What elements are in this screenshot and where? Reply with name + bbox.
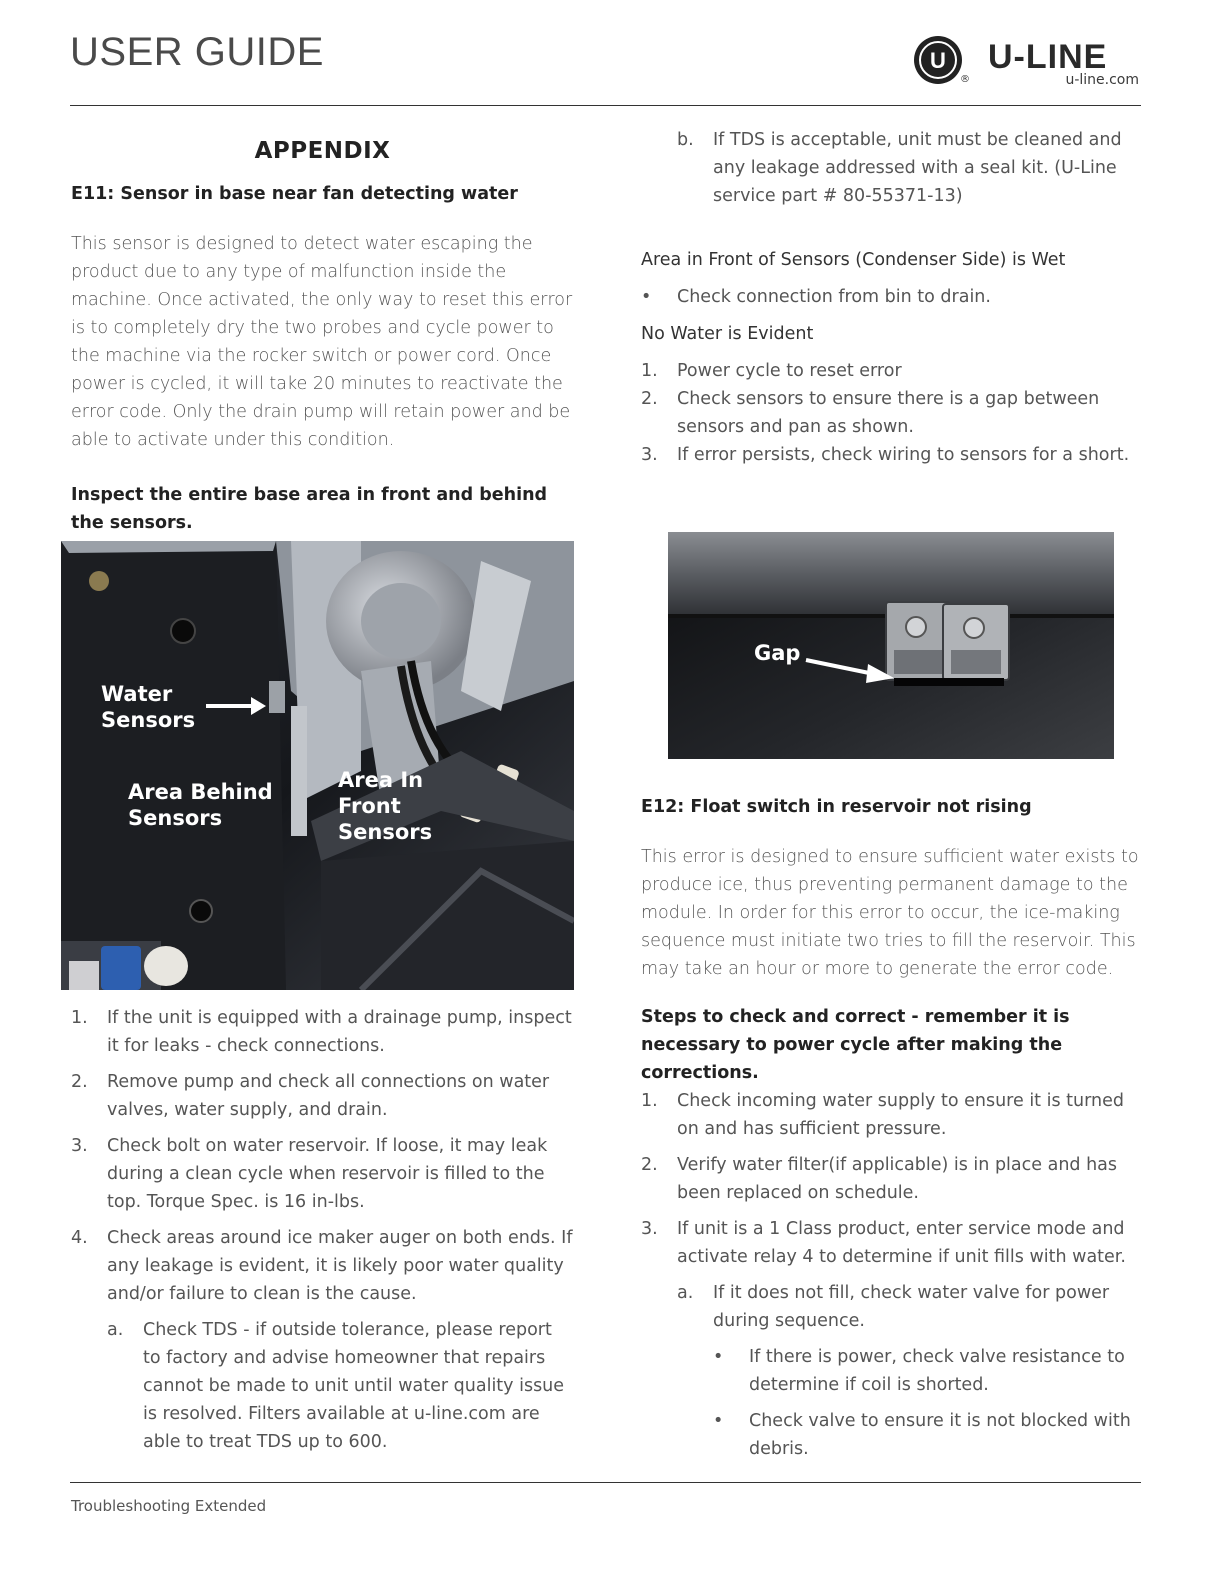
- e11-body: This sensor is designed to detect water escaping the product due to any type of malfunction inside the machine. Once activated, the only way to reset this error is to completely dry the two probes and cycle power to the machine via the rocker switch or power cord. Once power is cycled, it will take 20 minutes to reactivate the error code. Only the drain pump will retain power and be able to activate under this condition.: [71, 234, 573, 450]
- e11-step-list: [71, 1004, 574, 1456]
- list-item: • If there is power, check valve resistance to determine if coil is shorted.: [713, 1347, 1125, 1395]
- e11-steps: [71, 1004, 574, 1456]
- brand-mark-icon: [912, 34, 964, 86]
- e12-step-list: [641, 1087, 1139, 1463]
- area-behind-label: Area Behind Sensors: [128, 780, 273, 830]
- list-item: 2. Verify water filter(if applicable) is in place and has been replaced on schedule.: [641, 1155, 1118, 1203]
- sensor-gap-photo: [668, 532, 1114, 759]
- list-item: 1. If the unit is equipped with a drainage pump, inspect it for leaks - check connections.: [71, 1008, 572, 1056]
- list-item: a. Check TDS - if outside tolerance, please report to factory and advise homeowner that repairs cannot be made to unit until water quality issue is resolved. Filters available at u-line.com are able to treat TDS up to 600.: [107, 1320, 565, 1452]
- list-item: 3. If unit is a 1 Class product, enter service mode and activate relay 4 to determine if unit fills with water.: [641, 1219, 1126, 1267]
- registered-mark: ®: [960, 74, 970, 85]
- left-column: [71, 130, 574, 537]
- list-item: a. If it does not fill, check water valve for power during sequence.: [677, 1283, 1110, 1331]
- inspect-title: Inspect the entire base area in front and behind the sensors.: [71, 485, 548, 533]
- right-column: [641, 126, 1139, 469]
- e12-body: This error is designed to ensure sufficient water exists to produce ice, thus preventing permanent damage to the module. In order for this error to occur, the ice-making sequence must initiate two tries to fill the reservoir. This may take an hour or more to generate the error code.: [641, 847, 1139, 979]
- base-sensors-photo: [61, 541, 574, 990]
- page-title: USER GUIDE: [70, 30, 324, 74]
- e12-section: [641, 793, 1139, 1463]
- brand-name: U-LINE: [988, 38, 1108, 76]
- no-water-title: No Water is Evident: [641, 324, 814, 344]
- list-item: 4. Check areas around ice maker auger on both ends. If any leakage is evident, it is likely poor water quality and/or failure to clean is the cause.: [71, 1228, 573, 1304]
- list-item: 1. Power cycle to reset error: [641, 361, 902, 381]
- area-front-label: Area In Front Sensors: [338, 768, 433, 844]
- list-item: • Check connection from bin to drain.: [641, 287, 991, 307]
- no-water-step-list: [641, 357, 1139, 469]
- list-item: 3. If error persists, check wiring to sensors for a short.: [641, 445, 1130, 465]
- list-item: 3. Check bolt on water reservoir. If loose, it may leak during a clean cycle when reservoir is filled to the top. Torque Spec. is 16 in-lbs.: [71, 1136, 548, 1212]
- brand-logo: [912, 34, 1142, 90]
- brand-url[interactable]: u-line.com: [1065, 72, 1139, 88]
- brand-mark-letter: U: [930, 48, 946, 73]
- footer-divider: [70, 1482, 1141, 1483]
- list-item: 2. Check sensors to ensure there is a gap between sensors and pan as shown.: [641, 389, 1100, 437]
- e12-title: E12: Float switch in reservoir not rising: [641, 797, 1032, 817]
- footer-text: Troubleshooting Extended: [71, 1497, 267, 1515]
- appendix-heading: APPENDIX: [254, 138, 391, 164]
- list-item: 2. Remove pump and check all connections on water valves, water supply, and drain.: [71, 1072, 550, 1120]
- e11-title: E11: Sensor in base near fan detecting water: [71, 184, 518, 204]
- steps-title: Steps to check and correct - remember it is necessary to power cycle after making the corrections.: [641, 1007, 1070, 1083]
- wet-title: Area in Front of Sensors (Condenser Side) is Wet: [641, 250, 1066, 270]
- list-item: b. If TDS is acceptable, unit must be cleaned and any leakage addressed with a seal kit. (U-Line service part # 80-55371-13): [677, 130, 1122, 206]
- gap-label: Gap: [754, 641, 801, 665]
- list-item: 1. Check incoming water supply to ensure it is turned on and has sufficient pressure.: [641, 1091, 1124, 1139]
- header-divider: [70, 105, 1141, 106]
- water-sensors-label: Water Sensors: [101, 682, 196, 732]
- list-item: • Check valve to ensure it is not blocked with debris.: [713, 1411, 1131, 1459]
